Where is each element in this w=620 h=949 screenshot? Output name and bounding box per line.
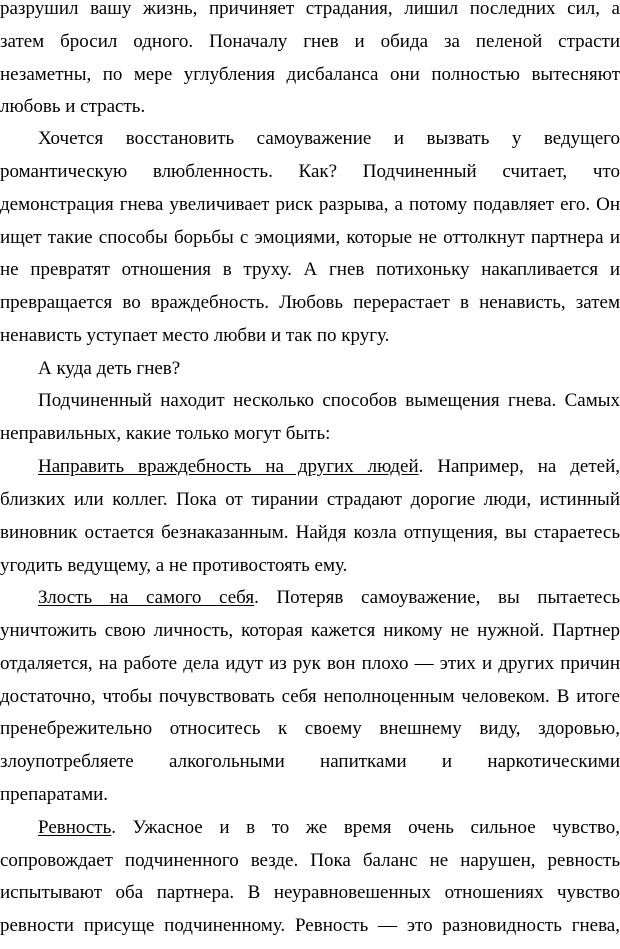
text-span: . Например, на детей, — [418, 456, 620, 477]
underlined-term: Ревность — [38, 817, 112, 838]
text-line: пренебрежительно относитесь к своему внешнему виду, здоровью, — [0, 718, 620, 739]
paragraph-first-line: Подчиненный находит несколько способов вымещения гнева. Самых — [38, 390, 620, 411]
text-line: романтическую влюбленность. Как? Подчиненный считает, что — [0, 161, 620, 182]
text-line: неправильных, какие только могут быть: — [0, 423, 331, 444]
text-span: . Ужасное и в то же время очень сильное чувство, — [111, 817, 620, 838]
text-line: ищет такие способы борьбы с эмоциями, которые не оттолкнут партнера и — [0, 227, 620, 248]
text-line: достаточно, чтобы почувствовать себя неполноценным человеком. В итоге — [0, 686, 620, 707]
text-line: демонстрация гнева увеличивает риск разрыва, а потому подавляет его. Он — [0, 194, 620, 215]
paragraph-first-line — [38, 817, 620, 839]
text-line: любовь и страсть. — [0, 96, 146, 117]
text-line: отдаляется, на работе дела идут из рук вон плохо — этих и других причин — [0, 653, 620, 674]
text-line: препаратами. — [0, 784, 109, 805]
underlined-term: Направить враждебность на других людей — [38, 456, 419, 477]
text-line: испытывают оба партнера. В неуравновешенных отношениях чувство — [0, 882, 620, 903]
paragraph-first-line — [38, 587, 620, 609]
text-line: близких или коллег. Пока от тирании страдают дорогие люди, истинный — [0, 489, 620, 510]
text-line: не превратят отношения в труху. А гнев потихоньку накапливается и — [0, 259, 620, 280]
text-line: незаметны, по мере углубления дисбаланса они полностью вытесняют — [0, 64, 620, 85]
underlined-term: Злость на самого себя — [38, 587, 255, 608]
text-line: превращается во враждебность. Любовь перерастает в ненависть, затем — [0, 292, 620, 313]
text-line: ненависть уступает место любви и так по кругу. — [0, 325, 390, 346]
paragraph-first-line: А куда деть гнев? — [38, 358, 181, 379]
text-line: злоупотребляете алкогольными напитками и наркотическими — [0, 751, 620, 772]
text-line: угодить ведущему, а не противостоять ему. — [0, 555, 348, 576]
text-span: . Потеряв самоуважение, вы пытаетесь — [254, 587, 620, 608]
text-line: уничтожить свою личность, которая кажется никому не нужной. Партнер — [0, 620, 620, 641]
text-line: затем бросил одного. Поначалу гнев и обида за пеленой страсти — [0, 31, 620, 52]
text-line: сопровождает подчиненного везде. Пока баланс не нарушен, ревность — [0, 850, 620, 871]
text-line: разрушил вашу жизнь, причиняет страдания, лишил последних сил, а — [0, 0, 620, 19]
text-line: виновник остается безнаказанным. Найдя козла отпущения, вы стараетесь — [0, 522, 620, 543]
paragraph-first-line: Хочется восстановить самоуважение и вызвать у ведущего — [38, 128, 620, 149]
paragraph-first-line — [38, 456, 620, 478]
text-line: ревности присуще подчиненному. Ревность — это разновидность гнева, — [0, 915, 620, 936]
